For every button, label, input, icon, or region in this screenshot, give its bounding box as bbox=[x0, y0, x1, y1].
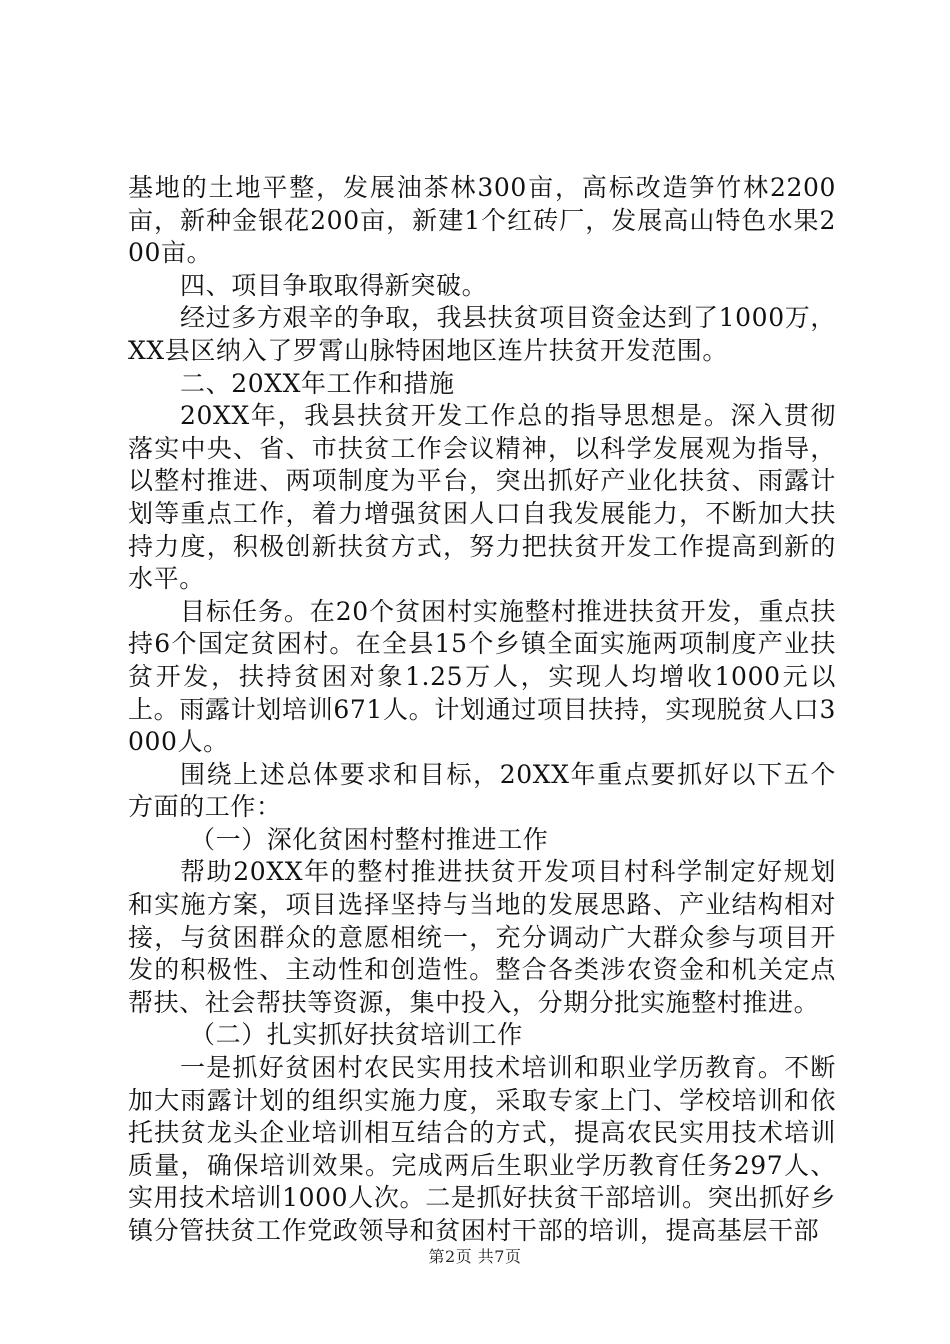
paragraph-guiding-thought: 20XX年，我县扶贫开发工作总的指导思想是。深入贯彻落实中央、省、市扶贫工作会议精神，以科学发展观为指导，以整村推进、两项制度为平台，突出抓好产业化扶贫、雨露计划等重点工作，着力增强贫困人口自我发展能力，不断加大扶持力度，积极创新扶贫方式，努力把扶贫开发工作提高到新的水平。 bbox=[128, 401, 836, 594]
paragraph-target-tasks: 目标任务。在20个贫困村实施整村推进扶贫开发，重点扶持6个国定贫困村。在全县15个乡镇全面实施两项制度产业扶贫开发，扶持贫困对象1.25万人，实现人均增收1000元以上。雨露计划培训671人。计划通过项目扶持，实现脱贫人口3000人。 bbox=[128, 596, 836, 757]
subheading-one: （一）深化贫困村整村推进工作 bbox=[190, 824, 549, 854]
section-heading-four: 四、项目争取取得新突破。 bbox=[180, 270, 488, 300]
section-heading-two: 二、20XX年工作和措施 bbox=[180, 368, 455, 398]
page-number-footer: 第2页 共7页 bbox=[428, 1247, 522, 1266]
subheading-two: （二）扎实抓好扶贫培训工作 bbox=[190, 1020, 523, 1050]
paragraph-five-aspects: 围绕上述总体要求和目标，20XX年重点要抓好以下五个方面的工作： bbox=[128, 759, 836, 822]
paragraph-village-advancement: 帮助20XX年的整村推进扶贫开发项目村科学制定好规划和实施方案，项目选择坚持与当地的发展思路、产业结构相对接，与贫困群众的意愿相统一，充分调动广大群众参与项目开发的积极性、主动性和创造性。整合各类涉农资金和机关定点帮扶、社会帮扶等资源，集中投入，分期分批实施整村推进。 bbox=[128, 857, 836, 1017]
paragraph-training: 一是抓好贫困村农民实用技术培训和职业学历教育。不断加大雨露计划的组织实施力度，采取专家上门、学校培训和依托扶贫龙头企业培训相互结合的方式，提高农民实用技术培训质量，确保培训效果。完成两后生职业学历教育任务297人、实用技术培训1000人次。二是抓好扶贫干部培训。突出抓好乡镇分管扶贫工作党政领导和贫困村干部的培训，提高基层干部 bbox=[128, 1053, 836, 1245]
paragraph-continuation: 基地的土地平整，发展油茶林300亩，高标改造笋竹林2200亩，新种金银花200亩，新建1个红砖厂，发展高山特色水果200亩。 bbox=[128, 173, 836, 268]
document-body bbox=[128, 172, 836, 1248]
paragraph-project-funding: 经过多方艰辛的争取，我县扶贫项目资金达到了1000万，XX县区纳入了罗霄山脉特困地区连片扶贫开发范围。 bbox=[128, 303, 836, 365]
